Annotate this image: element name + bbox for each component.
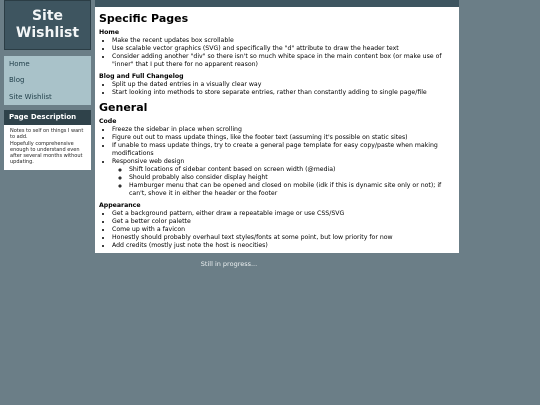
list-item: • Start looking into methods to store separate entries, rather than constantly adding to single page/file: [112, 89, 455, 97]
list-item: • If unable to mass update things, try to create a general page template for easy copy/paste when making modifications: [112, 142, 455, 158]
sublist-item: ◦ Hamburger menu that can be opened and closed on mobile (idk if this is dynamic site only or not); if can't, shove it in either the header or the footer: [129, 182, 455, 198]
subheading-code: Code: [99, 118, 117, 125]
main-content: [95, 7, 459, 253]
appearance-list: [99, 210, 455, 250]
subheading-appearance: Appearance: [99, 202, 141, 209]
list-item: • Consider adding another "div" so there isn't so much white space in the main content box (or make use of "inner" that I put there for no apparent reason): [112, 53, 455, 69]
code-list: [99, 126, 455, 198]
home-list: [99, 37, 455, 69]
subheading-home: Home: [99, 29, 120, 36]
page-description-heading: Page Description: [4, 110, 91, 125]
sublist-item: ◦ Should probably also consider display height: [129, 174, 455, 182]
sublist-item: ◦ Shift locations of sidebar content based on screen width (@media): [129, 166, 455, 174]
blog-list: [99, 81, 455, 97]
page-description-text-2: Hopefully comprehensive enough to understand even after several months without updating.: [10, 141, 83, 165]
list-item: • Add credits (mostly just note the host is neocities): [112, 242, 455, 250]
site-title-line2: Wishlist: [15, 25, 80, 41]
section-heading-specific-pages: Specific Pages: [99, 12, 189, 25]
site-title-line1: Site: [31, 8, 64, 24]
section-heading-general: General: [99, 101, 148, 114]
list-item: • Get a better color palette: [112, 218, 455, 226]
list-item: • Use scalable vector graphics (SVG) and specifically the "d" attribute to draw the header text: [112, 45, 455, 53]
footer-text: Still in progress...: [200, 260, 258, 268]
page-description-text-1: Notes to self on things I want to add.: [10, 128, 84, 140]
main-top-bar: [95, 0, 459, 7]
list-item: • Make the recent updates box scrollable: [112, 37, 455, 45]
list-item: • Split up the dated entries in a visually clear way: [112, 81, 455, 89]
list-item: • Honestly should probably overhaul text styles/fonts at some point, but low priority for now: [112, 234, 455, 242]
responsive-sublist: [112, 166, 455, 198]
site-logo: [4, 0, 91, 50]
list-item: • Get a background pattern, either draw a repeatable image or use CSS/SVG: [112, 210, 455, 218]
sidebar-nav: [4, 56, 91, 105]
page-description-box: [4, 125, 91, 170]
list-item: • Figure out out to mass update things, like the footer text (assuming it's possible on static sites): [112, 134, 455, 142]
list-item: • Come up with a favicon: [112, 226, 455, 234]
nav-link-blog[interactable]: Blog: [9, 76, 25, 85]
list-item: • Freeze the sidebar in place when scrolling: [112, 126, 455, 134]
list-item-text: Responsive web design: [112, 158, 185, 165]
subheading-blog: Blog and Full Changelog: [99, 73, 184, 80]
nav-link-site-wishlist[interactable]: Site Wishlist: [9, 92, 52, 101]
list-item-responsive: [112, 158, 455, 198]
nav-link-home[interactable]: Home: [9, 60, 30, 68]
